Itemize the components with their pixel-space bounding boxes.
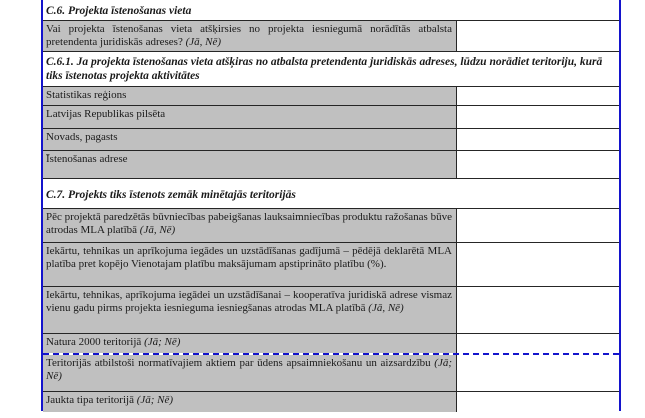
field-value-cell[interactable] (457, 334, 619, 353)
field-note: (Jā; Nē) (144, 336, 181, 348)
section-row-c61 (43, 52, 619, 87)
field-value-cell[interactable] (457, 243, 619, 286)
field-value-cell[interactable] (457, 87, 619, 105)
field-label: Natura 2000 teritorijā (46, 336, 142, 348)
field-note: (Jā, Nē) (185, 36, 222, 48)
table-row-statistics-region (43, 87, 619, 106)
table-row-municipality-parish (43, 129, 619, 151)
field-note: (Jā, Nē) (139, 224, 176, 236)
field-value-cell[interactable] (457, 355, 619, 391)
field-value-cell[interactable] (457, 106, 619, 128)
field-label: Novads, pagasts (46, 131, 118, 143)
field-value-cell[interactable] (457, 287, 619, 333)
field-label-cell (43, 392, 457, 412)
section-row-c6 (43, 0, 619, 21)
field-note: (Jā; Nē) (136, 394, 174, 406)
field-value-cell[interactable] (457, 151, 619, 178)
table-row-water-management-territories (43, 355, 619, 392)
table-row-construction-mla-area (43, 209, 619, 243)
field-value-cell[interactable] (457, 209, 619, 242)
section-heading-c61: C.6.1. Ja projekta īstenošanas vieta atšķiras no atbalsta pretendenta juridiskās adreses, lūdzu norādiet teritoriju, kurā tiks īstenotas projekta aktivitātes (46, 56, 603, 82)
field-label-cell (43, 209, 457, 242)
table-row-implementation-site-differs (43, 21, 619, 52)
field-label: Latvijas Republikas pilsēta (46, 108, 166, 120)
field-label: Teritorijās atbilstoši normatīvajiem aktiem par ūdens apsaimniekošanu un aizsardzību (46, 357, 431, 369)
field-value-cell[interactable] (457, 129, 619, 150)
field-label: Pēc projektā paredzētās būvniecības pabeigšanas lauksaimniecības produktu ražošanas būve atrodas MLA platībā (46, 211, 452, 236)
field-value-cell[interactable] (457, 21, 619, 51)
field-note: (Jā; Nē) (46, 357, 453, 382)
section-heading-c6: C.6. Projekta īstenošanas vieta (46, 5, 192, 17)
table-row-implementation-address (43, 151, 619, 179)
field-label: Iekārtu, tehnikas un aprīkojuma iegādes un uzstādīšanas gadījumā – pēdējā deklarētā MLA platība pret kopējo Vienotajam platību maksājumam apstiprināto platību (%). (46, 245, 452, 270)
field-label-cell (43, 129, 457, 150)
field-note: (Jā, Nē) (368, 302, 404, 314)
section-heading-c7: C.7. Projekts tiks īstenots zemāk minētajās teritorijās (46, 189, 296, 201)
form-table (43, 0, 619, 412)
field-label: Statistikas reģions (46, 89, 127, 101)
table-row-mixed-type-territory (43, 392, 619, 412)
table-row-cooperative-legal-address (43, 287, 619, 334)
table-row-natura-2000 (43, 334, 619, 355)
field-label-cell (43, 334, 457, 353)
table-row-republic-city (43, 106, 619, 129)
field-label-cell (43, 355, 457, 391)
field-label: Īstenošanas adrese (46, 153, 128, 165)
field-label-cell (43, 287, 457, 333)
field-label-cell (43, 243, 457, 286)
field-label-cell (43, 151, 457, 178)
field-label: Jaukta tipa teritorijā (46, 394, 134, 406)
table-row-equipment-mla-percentage (43, 243, 619, 287)
field-label: Vai projekta īstenošanas vieta atšķirsies no projekta iesniegumā norādītās atbalsta pretendenta juridiskās adreses? (46, 23, 452, 48)
field-label: Iekārtu, tehnikas, aprīkojuma iegādei un uzstādīšanai – kooperatīva juridiskā adrese vismaz vienu gadu pirms projekta iesnieguma iesniegšanas atrodas MLA platībā (46, 289, 452, 314)
field-label-cell (43, 106, 457, 128)
field-label-cell (43, 87, 457, 105)
field-label-cell (43, 21, 457, 51)
field-value-cell[interactable] (457, 392, 619, 412)
text-boundary-right-line (619, 0, 621, 411)
section-row-c7 (43, 179, 619, 209)
